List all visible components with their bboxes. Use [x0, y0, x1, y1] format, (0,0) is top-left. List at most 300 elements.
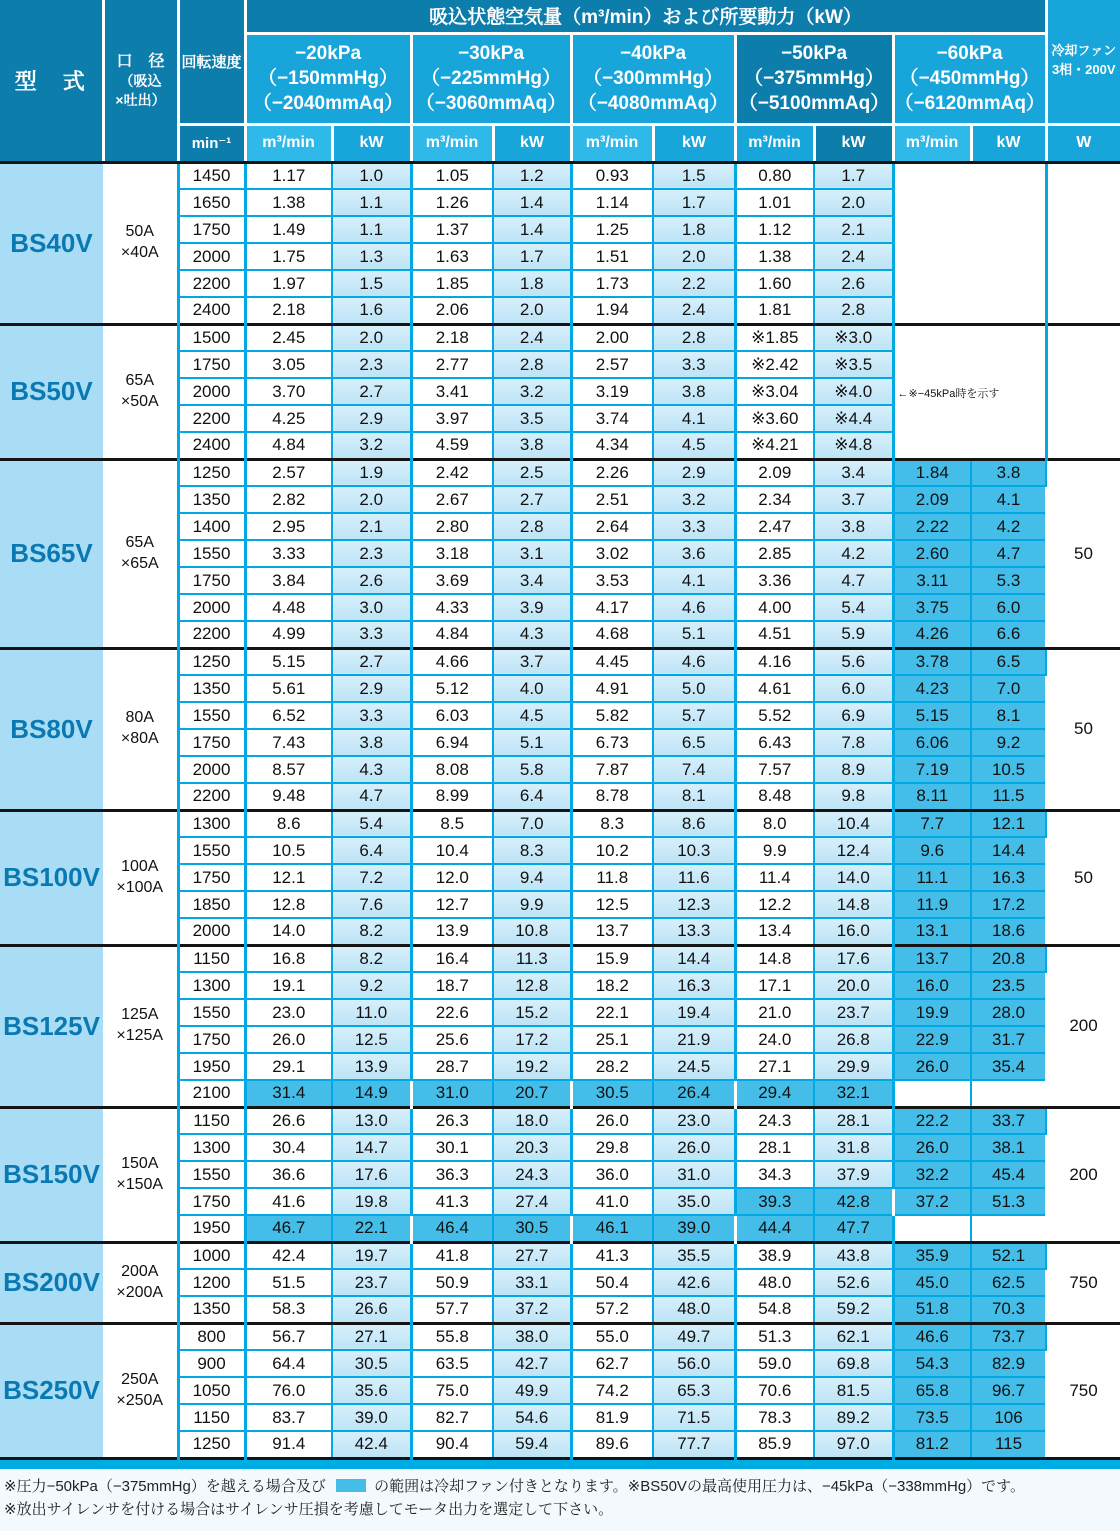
value-cell: 89.2	[814, 1404, 893, 1431]
value-cell: 1.2	[493, 162, 571, 189]
value-cell: 4.66	[411, 648, 493, 675]
value-cell: 4.84	[245, 432, 332, 459]
value-cell: 1.85	[411, 270, 493, 297]
unit-flow-50kpa: m³/min	[735, 124, 814, 162]
value-cell: 2.22	[893, 513, 971, 540]
value-cell: 115	[971, 1431, 1046, 1458]
value-cell: 4.51	[735, 621, 814, 648]
value-cell: 63.5	[411, 1350, 493, 1377]
value-cell: 8.08	[411, 756, 493, 783]
value-cell: 5.1	[653, 621, 735, 648]
value-cell: 54.8	[735, 1296, 814, 1323]
value-cell: 22.1	[571, 999, 653, 1026]
value-cell: 19.9	[893, 999, 971, 1026]
pressure-header-60kpa	[893, 33, 1046, 124]
value-cell: 3.8	[653, 378, 735, 405]
value-cell: 33.1	[493, 1269, 571, 1296]
value-cell: 5.8	[493, 756, 571, 783]
value-cell: 39.0	[332, 1404, 411, 1431]
value-cell: 2.8	[493, 351, 571, 378]
value-cell: 23.5	[971, 972, 1046, 999]
value-cell: 14.4	[971, 837, 1046, 864]
value-cell: 6.03	[411, 702, 493, 729]
bore-label: 50A ×40A	[103, 162, 178, 324]
value-cell: 5.3	[971, 567, 1046, 594]
value-cell: 3.3	[332, 621, 411, 648]
value-cell: 1.60	[735, 270, 814, 297]
value-cell: 25.1	[571, 1026, 653, 1053]
value-cell: 3.8	[971, 459, 1046, 486]
value-cell: 5.15	[893, 702, 971, 729]
value-cell: 26.6	[245, 1107, 332, 1134]
value-cell: 57.2	[571, 1296, 653, 1323]
value-cell: 10.3	[653, 837, 735, 864]
value-cell: 41.6	[245, 1188, 332, 1215]
value-cell: 8.1	[653, 783, 735, 810]
value-cell: 27.1	[332, 1323, 411, 1350]
value-cell: 49.7	[653, 1323, 735, 1350]
value-cell: 38.1	[971, 1134, 1046, 1161]
value-cell: 2.57	[571, 351, 653, 378]
note-45kpa: ←※−45kPa時を示す	[895, 388, 1000, 400]
value-cell: 7.0	[971, 675, 1046, 702]
value-cell: 7.4	[653, 756, 735, 783]
value-cell: 2.9	[332, 675, 411, 702]
value-cell: 28.0	[971, 999, 1046, 1026]
value-cell: 2.00	[571, 324, 653, 351]
bore-header-line1: 口 径	[105, 52, 177, 73]
value-cell: 6.43	[735, 729, 814, 756]
value-cell: 57.7	[411, 1296, 493, 1323]
speed-cell: 1500	[178, 324, 245, 351]
value-cell: 27.7	[493, 1242, 571, 1269]
value-cell: 54.6	[493, 1404, 571, 1431]
value-cell: 2.9	[332, 405, 411, 432]
col-header-bore	[103, 0, 178, 162]
value-cell: 2.42	[411, 459, 493, 486]
value-cell: 3.97	[411, 405, 493, 432]
value-cell: 30.5	[571, 1080, 653, 1107]
value-cell: 26.0	[893, 1053, 971, 1080]
bore-header-line2: （吸込	[105, 72, 177, 90]
speed-cell: 1550	[178, 540, 245, 567]
value-cell: 16.4	[411, 945, 493, 972]
value-cell: 23.7	[332, 1269, 411, 1296]
value-cell: 6.0	[814, 675, 893, 702]
value-cell: 2.26	[571, 459, 653, 486]
value-cell: 10.4	[411, 837, 493, 864]
speed-cell: 2200	[178, 783, 245, 810]
value-cell: 3.70	[245, 378, 332, 405]
value-cell: 37.2	[493, 1296, 571, 1323]
value-cell: 4.91	[571, 675, 653, 702]
value-cell: 6.4	[493, 783, 571, 810]
value-cell: 10.4	[814, 810, 893, 837]
value-cell: 7.87	[571, 756, 653, 783]
value-cell: 1.84	[893, 459, 971, 486]
value-cell: 19.2	[493, 1053, 571, 1080]
value-cell: 15.9	[571, 945, 653, 972]
value-cell: 7.8	[814, 729, 893, 756]
value-cell: 65.3	[653, 1377, 735, 1404]
table-row	[0, 1242, 1120, 1269]
value-cell: 8.6	[245, 810, 332, 837]
value-cell: 41.3	[571, 1242, 653, 1269]
speed-cell: 1550	[178, 702, 245, 729]
value-cell: 3.9	[493, 594, 571, 621]
pressure-20-l2: （−150mmHg）	[247, 66, 410, 91]
value-cell: 81.5	[814, 1377, 893, 1404]
speed-cell: 1750	[178, 729, 245, 756]
value-cell: 74.2	[571, 1377, 653, 1404]
value-cell: 8.2	[332, 945, 411, 972]
value-cell: 8.3	[493, 837, 571, 864]
value-cell: 39.3	[735, 1188, 814, 1215]
value-cell: 3.8	[493, 432, 571, 459]
value-cell: 12.7	[411, 891, 493, 918]
value-cell: 49.9	[493, 1377, 571, 1404]
value-cell: 17.2	[493, 1026, 571, 1053]
speed-cell: 1400	[178, 513, 245, 540]
value-cell: 42.8	[814, 1188, 893, 1215]
value-cell: 14.7	[332, 1134, 411, 1161]
value-cell: 2.0	[332, 486, 411, 513]
value-cell: 8.3	[571, 810, 653, 837]
value-cell: 2.95	[245, 513, 332, 540]
fan-header-line1: 冷却ファン	[1048, 42, 1120, 61]
value-cell: 56.0	[653, 1350, 735, 1377]
value-cell: 14.0	[245, 918, 332, 945]
value-cell: 13.3	[653, 918, 735, 945]
value-cell: 46.7	[245, 1215, 332, 1242]
speed-cell: 1950	[178, 1053, 245, 1080]
value-cell: 6.4	[332, 837, 411, 864]
value-cell: 8.5	[411, 810, 493, 837]
model-label: BS200V	[0, 1242, 103, 1323]
value-cell: ※2.42	[735, 351, 814, 378]
pressure-20-l1: −20kPa	[247, 41, 410, 66]
value-cell: 2.85	[735, 540, 814, 567]
value-cell: 12.0	[411, 864, 493, 891]
speed-cell: 1350	[178, 675, 245, 702]
speed-cell: 1750	[178, 216, 245, 243]
value-cell: ※4.8	[814, 432, 893, 459]
value-cell: 8.1	[971, 702, 1046, 729]
pressure-40-l1: −40kPa	[573, 41, 734, 66]
value-cell: 2.6	[332, 567, 411, 594]
value-cell: 2.06	[411, 297, 493, 324]
col-header-fan	[1046, 0, 1120, 124]
value-cell: 51.5	[245, 1269, 332, 1296]
value-cell: 46.4	[411, 1215, 493, 1242]
value-cell: 4.7	[332, 783, 411, 810]
value-cell: 8.2	[332, 918, 411, 945]
pressure-50-l3: （−5100mmAq）	[737, 91, 892, 116]
value-cell: 36.0	[571, 1161, 653, 1188]
value-cell: 1.8	[653, 216, 735, 243]
value-cell: 4.1	[653, 567, 735, 594]
value-cell: 4.61	[735, 675, 814, 702]
model-label: BS100V	[0, 810, 103, 945]
speed-cell: 1250	[178, 459, 245, 486]
value-cell: 14.0	[814, 864, 893, 891]
model-label: BS250V	[0, 1323, 103, 1458]
value-cell: 16.0	[814, 918, 893, 945]
model-label: BS150V	[0, 1107, 103, 1242]
value-cell: 3.19	[571, 378, 653, 405]
value-cell: 62.7	[571, 1350, 653, 1377]
value-cell: 45.0	[893, 1269, 971, 1296]
value-cell: 42.4	[332, 1431, 411, 1458]
pressure-header-50kpa	[735, 33, 893, 124]
value-cell: 1.81	[735, 297, 814, 324]
speed-cell: 1750	[178, 1026, 245, 1053]
table-title: 吸込状態空気量（m³/min）および所要動力（kW）	[245, 0, 1046, 33]
value-cell: 5.6	[814, 648, 893, 675]
value-cell: ※3.60	[735, 405, 814, 432]
speed-cell: 2400	[178, 297, 245, 324]
value-cell: 3.36	[735, 567, 814, 594]
value-cell: 4.6	[653, 594, 735, 621]
table-row	[0, 324, 1120, 351]
value-cell: 48.0	[735, 1269, 814, 1296]
value-cell: 1.3	[332, 243, 411, 270]
value-cell: 3.6	[653, 540, 735, 567]
value-cell: 24.3	[493, 1161, 571, 1188]
value-cell: 28.1	[735, 1134, 814, 1161]
unit-power-40kpa: kW	[653, 124, 735, 162]
value-cell: 2.77	[411, 351, 493, 378]
value-cell: 2.4	[814, 243, 893, 270]
speed-cell: 1000	[178, 1242, 245, 1269]
value-cell: 5.82	[571, 702, 653, 729]
value-cell: 1.63	[411, 243, 493, 270]
value-cell: 48.0	[653, 1296, 735, 1323]
value-cell: 3.2	[653, 486, 735, 513]
value-cell: 26.0	[245, 1026, 332, 1053]
value-cell: 35.4	[971, 1053, 1046, 1080]
value-cell: 8.0	[735, 810, 814, 837]
table-row	[0, 945, 1120, 972]
value-cell: 5.15	[245, 648, 332, 675]
value-cell: 31.0	[411, 1080, 493, 1107]
unit-power-60kpa: kW	[971, 124, 1046, 162]
unit-flow-40kpa: m³/min	[571, 124, 653, 162]
value-cell: 1.38	[245, 189, 332, 216]
value-cell: 78.3	[735, 1404, 814, 1431]
fan-power-cell: 200	[1046, 945, 1120, 1107]
bore-label: 65A ×65A	[103, 459, 178, 648]
value-cell: 4.5	[653, 432, 735, 459]
value-cell: 2.9	[653, 459, 735, 486]
value-cell: 2.0	[332, 324, 411, 351]
value-cell: 32.1	[814, 1080, 893, 1107]
value-cell: 22.9	[893, 1026, 971, 1053]
value-cell: 44.4	[735, 1215, 814, 1242]
value-cell: 1.9	[332, 459, 411, 486]
value-cell: 1.25	[571, 216, 653, 243]
pressure-60-l3: （−6120mmAq）	[895, 91, 1045, 116]
speed-cell: 1150	[178, 1107, 245, 1134]
value-cell: 29.8	[571, 1134, 653, 1161]
speed-cell: 1150	[178, 1404, 245, 1431]
value-cell: 2.2	[653, 270, 735, 297]
value-cell: 62.1	[814, 1323, 893, 1350]
speed-cell: 1850	[178, 891, 245, 918]
value-cell: 4.00	[735, 594, 814, 621]
value-cell: 4.3	[332, 756, 411, 783]
speed-cell: 2000	[178, 756, 245, 783]
value-cell: 1.14	[571, 189, 653, 216]
value-cell: 11.5	[971, 783, 1046, 810]
value-cell: 19.4	[653, 999, 735, 1026]
value-cell: 43.8	[814, 1242, 893, 1269]
value-cell: 17.1	[735, 972, 814, 999]
value-cell: 20.7	[493, 1080, 571, 1107]
value-cell: 3.7	[493, 648, 571, 675]
value-cell: 29.1	[245, 1053, 332, 1080]
fan-power-cell	[1046, 324, 1120, 459]
value-cell: ※1.85	[735, 324, 814, 351]
value-cell: 2.64	[571, 513, 653, 540]
value-cell: 1.4	[493, 216, 571, 243]
value-cell: 7.6	[332, 891, 411, 918]
value-cell: 12.5	[571, 891, 653, 918]
value-cell: 4.1	[971, 486, 1046, 513]
value-cell: 4.2	[971, 513, 1046, 540]
value-cell: 31.8	[814, 1134, 893, 1161]
value-cell: 10.8	[493, 918, 571, 945]
divider-bar	[0, 1460, 1120, 1469]
value-cell: 41.8	[411, 1242, 493, 1269]
unit-speed: min⁻¹	[178, 124, 245, 162]
value-cell: 18.6	[971, 918, 1046, 945]
value-cell: 4.7	[971, 540, 1046, 567]
value-cell: 39.0	[653, 1215, 735, 1242]
value-cell: 9.48	[245, 783, 332, 810]
value-cell: 2.67	[411, 486, 493, 513]
unit-power-20kpa: kW	[332, 124, 411, 162]
value-cell: 31.7	[971, 1026, 1046, 1053]
value-cell: 12.1	[245, 864, 332, 891]
value-cell: 42.7	[493, 1350, 571, 1377]
value-cell: 5.7	[653, 702, 735, 729]
fan-power-cell	[1046, 162, 1120, 324]
speed-cell: 1750	[178, 1188, 245, 1215]
value-cell: 3.33	[245, 540, 332, 567]
value-cell: 2.5	[493, 459, 571, 486]
value-cell: 1.73	[571, 270, 653, 297]
value-cell: 3.1	[493, 540, 571, 567]
value-cell: 13.9	[411, 918, 493, 945]
value-cell	[971, 1080, 1046, 1107]
value-cell: 2.34	[735, 486, 814, 513]
fan-power-cell: 50	[1046, 459, 1120, 648]
value-cell: 4.99	[245, 621, 332, 648]
speed-cell: 1550	[178, 837, 245, 864]
value-cell: 58.3	[245, 1296, 332, 1323]
value-cell: 3.84	[245, 567, 332, 594]
value-cell: 1.37	[411, 216, 493, 243]
value-cell: 1.0	[332, 162, 411, 189]
value-cell: 38.9	[735, 1242, 814, 1269]
footnotes	[0, 1469, 1120, 1531]
pressure-30-l2: （−225mmHg）	[413, 66, 570, 91]
value-cell: 7.43	[245, 729, 332, 756]
value-cell: 2.8	[493, 513, 571, 540]
value-cell: 2.0	[653, 243, 735, 270]
value-cell: 2.82	[245, 486, 332, 513]
value-cell: 28.1	[814, 1107, 893, 1134]
value-cell: 3.2	[332, 432, 411, 459]
value-cell: 7.0	[493, 810, 571, 837]
value-cell: 8.99	[411, 783, 493, 810]
value-cell: 36.3	[411, 1161, 493, 1188]
value-cell: 4.23	[893, 675, 971, 702]
value-cell: 0.93	[571, 162, 653, 189]
value-cell: 2.1	[332, 513, 411, 540]
value-cell: 2.0	[493, 297, 571, 324]
value-cell: 11.6	[653, 864, 735, 891]
fan-power-cell: 50	[1046, 648, 1120, 810]
value-cell: 4.33	[411, 594, 493, 621]
value-cell: 5.4	[814, 594, 893, 621]
value-cell: 9.8	[814, 783, 893, 810]
value-cell: 13.7	[893, 945, 971, 972]
value-cell: 29.4	[735, 1080, 814, 1107]
pressure-50-l1: −50kPa	[737, 41, 892, 66]
value-cell: 13.7	[571, 918, 653, 945]
value-cell: 4.0	[493, 675, 571, 702]
value-cell: 4.1	[653, 405, 735, 432]
value-cell: 5.61	[245, 675, 332, 702]
value-cell: 4.7	[814, 567, 893, 594]
model-label: BS50V	[0, 324, 103, 459]
value-cell: 37.2	[893, 1188, 971, 1215]
value-cell: 26.3	[411, 1107, 493, 1134]
value-cell: 1.5	[653, 162, 735, 189]
value-cell: 96.7	[971, 1377, 1046, 1404]
value-cell: 26.0	[571, 1107, 653, 1134]
value-cell: 73.5	[893, 1404, 971, 1431]
value-cell: 6.94	[411, 729, 493, 756]
value-cell: 3.4	[814, 459, 893, 486]
value-cell: 8.9	[814, 756, 893, 783]
value-cell	[893, 1215, 971, 1242]
value-cell: 6.5	[971, 648, 1046, 675]
value-cell: 54.3	[893, 1350, 971, 1377]
table-body	[0, 162, 1120, 1458]
value-cell: 2.3	[332, 540, 411, 567]
no-60kpa-region	[893, 324, 1046, 459]
speed-cell: 1200	[178, 1269, 245, 1296]
value-cell: 10.2	[571, 837, 653, 864]
model-label: BS65V	[0, 459, 103, 648]
value-cell: 1.7	[653, 189, 735, 216]
value-cell: 7.19	[893, 756, 971, 783]
value-cell: 11.8	[571, 864, 653, 891]
unit-power-30kpa: kW	[493, 124, 571, 162]
value-cell: 3.7	[814, 486, 893, 513]
table-row	[0, 1323, 1120, 1350]
table-row	[0, 648, 1120, 675]
value-cell: 30.4	[245, 1134, 332, 1161]
value-cell: 2.60	[893, 540, 971, 567]
speed-cell: 1300	[178, 972, 245, 999]
value-cell: 42.6	[653, 1269, 735, 1296]
value-cell: 5.1	[493, 729, 571, 756]
value-cell: 11.1	[893, 864, 971, 891]
